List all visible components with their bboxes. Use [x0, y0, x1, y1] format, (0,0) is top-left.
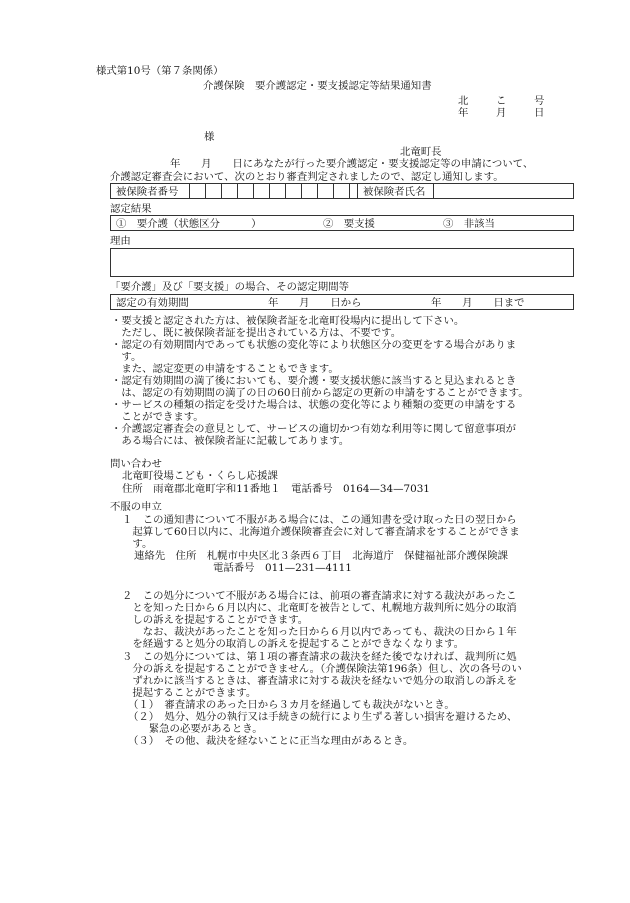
note-line: ある場合には、被保険者証に記載してあります。 — [111, 435, 350, 447]
result-option-care: ① 要介護（状態区分 ） — [116, 218, 262, 230]
objection-item2-line: を経過すると処分の取消しの訴えを提起することができなくなります。 — [122, 638, 465, 650]
objection-contact-phone: 電話番号 011—231—4111 — [213, 562, 352, 574]
objection-item3-line: ３ この処分については、第１項の審査請求の裁決を経た後でなければ、裁判所に処 — [122, 651, 517, 663]
date-day: 日 — [534, 107, 545, 119]
note-line: ことができます。 — [111, 411, 204, 423]
note-line: ・サービスの種類の指定を受けた場合は、状態の変化等により種類の変更の申請をする — [111, 399, 517, 411]
note-line: す。 — [111, 351, 142, 363]
objection-item2-line: なお、裁決があったことを知った日から６月以内であっても、裁決の日から１年 — [122, 626, 517, 638]
note-line: ・認定有効期間の満了後においても、要介護・要支援状態に該当すると見込まれるとき — [111, 375, 517, 387]
objection-item1-line: 起算して60日以内に、北海道介護保険審査会に対して審査請求をすることができま — [122, 526, 520, 538]
form-number: 様式第10号（第７条関係） — [96, 65, 224, 77]
intro-line-2: 介護認定審査会において、次のとおり審査判定されましたので、認定し通知します。 — [110, 171, 504, 183]
objection-item3-line: 分の訴えを提起することができません。（介護保険法第196条）但し、次の各号のい — [122, 663, 522, 675]
period-row — [110, 294, 574, 310]
insured-name-label-divider — [357, 184, 358, 198]
objection-heading: 不服の申立 — [110, 501, 162, 513]
reason-heading: 理由 — [110, 235, 131, 247]
insured-number-digit-cell — [317, 184, 318, 198]
insured-number-digit-cell — [285, 184, 286, 198]
objection-item2-line: しの訴えを提起することができます。 — [122, 614, 309, 626]
result-heading: 認定結果 — [110, 203, 152, 215]
objection-item3-line: 提起することができます。 — [122, 687, 257, 699]
objection-item3-line: ずれかに該当するときは、審査請求に対する裁決を経ないで処分の取消しの訴えを — [122, 675, 517, 687]
date-month: 月 — [496, 107, 507, 119]
objection-item2-line: とを知った日から６月以内に、北竜町を被告として、札幌地方裁判所に処分の取消 — [122, 602, 517, 614]
note-line: また、認定変更の申請をすることもできます。 — [111, 363, 339, 375]
doc-number-mid: こ — [496, 95, 507, 107]
issuer: 北竜町長 — [400, 146, 442, 158]
period-heading: 「要介護」及び「要支援」の場合、その認定期間等 — [110, 281, 349, 293]
insured-info-row — [110, 183, 574, 199]
objection-subitem-line: 緊急の必要があるとき。 — [128, 723, 263, 735]
inquiry-address: 住所 雨竜郡北竜町字和11番地１ 電話番号 0164—34—7031 — [122, 483, 430, 495]
objection-item2-line: ２ この処分について不服がある場合には、前項の審査請求に対する裁決があったこ — [122, 590, 517, 602]
objection-subitem-line: （３） その他、裁決を経ないことに正当な理由があるとき。 — [128, 735, 414, 747]
inquiry-heading: 問い合わせ — [110, 458, 162, 470]
note-line: は、認定の有効期間の満了の日の60日前から認定の更新の申請をすることができます。 — [111, 387, 529, 399]
insured-number-digit-cell — [237, 184, 238, 198]
objection-contact-address: 連絡先 住所 札幌市中央区北３条西６丁目 北海道庁 保健福祉部介護保険課 — [134, 550, 509, 562]
objection-item1-line: １ この通知書について不服がある場合には、この通知書を受け取った日の翌日から — [122, 514, 517, 526]
insured-number-label: 被保険者番号 — [116, 186, 179, 198]
insured-number-digit-cell — [205, 184, 206, 198]
objection-subitem-line: （１） 審査請求のあった日から３カ月を経過しても裁決がないとき。 — [128, 699, 455, 711]
addressee-suffix: 様 — [204, 131, 215, 143]
objection-subitem-line: （２） 処分、処分の執行又は手続きの続行により生ずる著しい損害を避けるため、 — [128, 711, 518, 723]
insured-number-digit-cell — [301, 184, 302, 198]
objection-item1-line: す。 — [122, 538, 153, 550]
insured-number-digit-cell — [269, 184, 270, 198]
date-year: 年 — [458, 107, 469, 119]
period-to: 年 月 日まで — [431, 297, 525, 309]
insured-number-digit-cell — [349, 184, 350, 198]
insured-name-divider — [433, 184, 434, 198]
insured-number-digit-cell — [253, 184, 254, 198]
result-options-row — [110, 215, 574, 231]
doc-number-suffix: 号 — [534, 95, 545, 107]
reason-box — [110, 248, 574, 277]
result-option-none: ③ 非該当 — [443, 218, 495, 230]
insured-number-digit-cell — [189, 184, 190, 198]
insured-name-label: 被保険者氏名 — [363, 186, 426, 198]
insured-number-digit-cell — [333, 184, 334, 198]
document-title: 介護保険 要介護認定・要支援認定等結果通知書 — [203, 80, 432, 92]
result-option-support: ② 要支援 — [323, 218, 375, 230]
doc-number-prefix: 北 — [458, 95, 469, 107]
note-line: ただし、既に被保険者証を提出されている方は、不要です。 — [111, 327, 402, 339]
period-from: 年 月 日から — [268, 297, 362, 309]
period-label: 認定の有効期間 — [116, 297, 189, 309]
intro-line-1: 年 月 日にあなたが行った要介護認定・要支援認定等の申請について、 — [170, 158, 534, 170]
note-line: ・介護認定審査会の意見として、サービスの適切かつ有効な利用等に関して留意事項が — [111, 423, 517, 435]
note-line: ・認定の有効期間内であっても状態の変化等により状態区分の変更をする場合がありま — [111, 339, 517, 351]
insured-number-digit-cell — [221, 184, 222, 198]
inquiry-office: 北竜町役場こども・くらし応援課 — [122, 470, 278, 482]
note-line: ・要支援と認定された方は、被保険者証を北竜町役場内に提出して下さい。 — [111, 315, 465, 327]
